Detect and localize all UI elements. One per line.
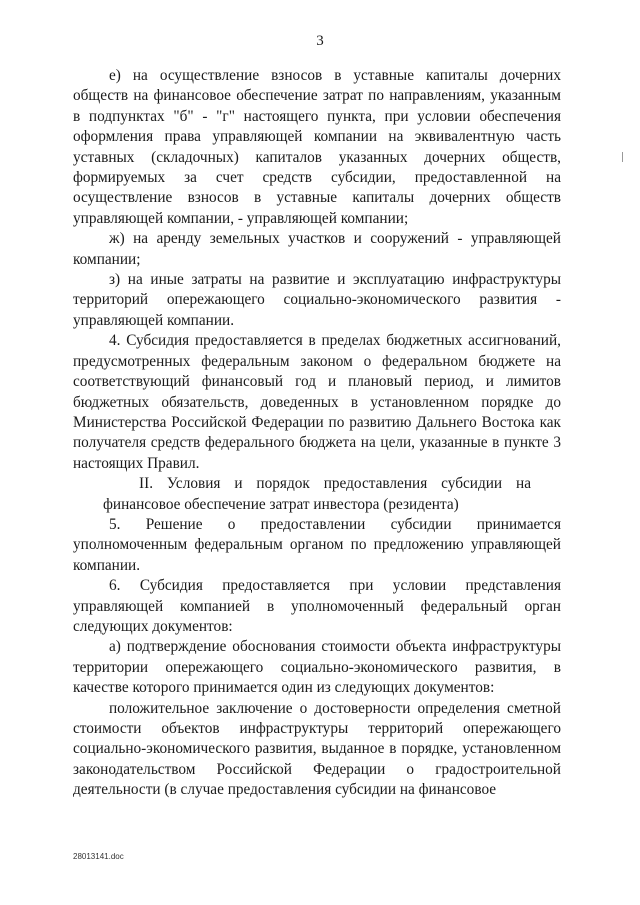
file-reference: 28013141.doc <box>73 852 124 861</box>
page-number: 3 <box>316 33 324 49</box>
section-heading: II. Условия и порядок предоставления субсидии на финансовое обеспечение затрат инвестора (резидента) <box>103 475 531 513</box>
paragraph-a: а) подтверждение обоснования стоимости объекта инфраструктуры территории опережающего социально-экономического развития, в качестве которого принимается один из следующих документов: <box>73 638 561 697</box>
paragraph-zh: ж) на аренду земельных участков и сооружений - управляющей компании; <box>73 230 561 268</box>
paragraph-4: 4. Субсидия предоставляется в пределах бюджетных ассигнований, предусмотренных федеральным законом о федеральном бюджете на соответствующий финансовый год и плановый период, и лимитов бюджетных обязательств, доведенных в установленном порядке до Министерства Российской Федерации по развитию Дальнего Востока как получателя средств федерального бюджета на цели, указанные в пункте 3 настоящих Правил. <box>73 332 561 472</box>
margin-mark <box>622 152 623 162</box>
paragraph-6: 6. Субсидия предоставляется при условии представления управляющей компанией в уполномоченный федеральный орган следующих документов: <box>73 577 561 635</box>
document-body <box>73 66 561 801</box>
paragraph-conclusion: положительное заключение о достоверности определения сметной стоимости объектов инфраструктуры территорий опережающего социально-экономического развития, выданное в порядке, установленном законодательством Российской Федерации о градостроительной деятельности (в случае предоставления субсидии на финансовое <box>73 699 561 799</box>
paragraph-e: е) на осуществление взносов в уставные капиталы дочерних обществ на финансовое обеспечение затрат по направлениям, указанным в подпунктах "б" - "г" настоящего пункта, при условии обеспечения оформления права управляющей компании на эквивалентную часть уставных (складочных) капиталов указанных дочерних обществ, формируемых за счет средств субсидии, предоставленной на осуществление взносов в уставные капиталы дочерних обществ управляющей компании, - управляющей компании; <box>73 67 561 227</box>
paragraph-5: 5. Решение о предоставлении субсидии принимается уполномоченным федеральным органом по предложению управляющей компании. <box>73 515 561 574</box>
paragraph-z: з) на иные затраты на развитие и эксплуатацию инфраструктуры территорий опережающего социально-экономического развития - управляющей компании. <box>73 271 561 329</box>
